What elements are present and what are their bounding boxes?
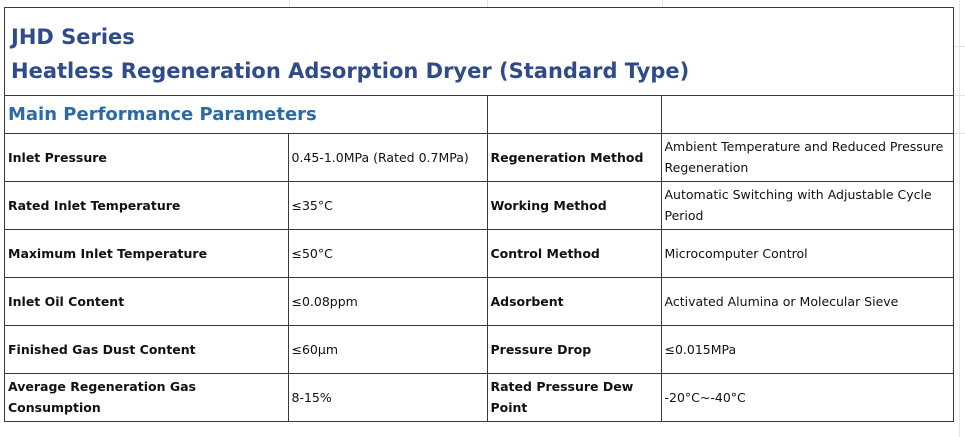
param-value: Automatic Switching with Adjustable Cycle Period (661, 181, 953, 229)
param-label: Inlet Pressure (5, 133, 288, 181)
param-value: 0.45-1.0MPa (Rated 0.7MPa) (288, 133, 487, 181)
gridline (954, 46, 965, 47)
empty-cell (661, 96, 953, 133)
param-label: Pressure Drop (487, 325, 661, 373)
gridline (954, 133, 965, 134)
param-value: ≤50°C (288, 229, 487, 277)
param-value: ≤0.08ppm (288, 277, 487, 325)
gridline (959, 0, 960, 437)
param-value: ≤35°C (288, 181, 487, 229)
table-row (5, 325, 953, 373)
param-value: Activated Alumina or Molecular Sieve (661, 277, 953, 325)
param-label: Working Method (487, 181, 661, 229)
section-title: Main Performance Parameters (5, 96, 487, 133)
table-row (5, 229, 953, 277)
table-row (5, 181, 953, 229)
series-title: JHD Series (11, 25, 135, 49)
gridline (487, 0, 488, 7)
param-value: 8-15% (288, 373, 487, 421)
param-label: Rated Pressure Dew Point (487, 373, 661, 421)
param-label: Adsorbent (487, 277, 661, 325)
empty-cell (487, 96, 661, 133)
table-row (5, 373, 953, 421)
param-label: Inlet Oil Content (5, 277, 288, 325)
param-label: Average Regeneration Gas Consumption (5, 373, 288, 421)
param-value: ≤60μm (288, 325, 487, 373)
table-row (5, 277, 953, 325)
param-label: Finished Gas Dust Content (5, 325, 288, 373)
param-label: Regeneration Method (487, 133, 661, 181)
gridline (662, 0, 663, 7)
param-value: Microcomputer Control (661, 229, 953, 277)
table-row (5, 133, 953, 181)
param-label: Maximum Inlet Temperature (5, 229, 288, 277)
param-value: -20°C~-40°C (661, 373, 953, 421)
param-label: Rated Inlet Temperature (5, 181, 288, 229)
param-value: Ambient Temperature and Reduced Pressure Regeneration (661, 133, 953, 181)
title-block (5, 8, 953, 96)
parameters-table (5, 96, 953, 421)
product-title: Heatless Regeneration Adsorption Dryer (Standard Type) (11, 59, 690, 83)
param-label: Control Method (487, 229, 661, 277)
param-value: ≤0.015MPa (661, 325, 953, 373)
section-header-row (5, 96, 953, 133)
gridline (289, 0, 290, 7)
parameter-sheet (4, 7, 954, 422)
gridline (954, 95, 965, 96)
